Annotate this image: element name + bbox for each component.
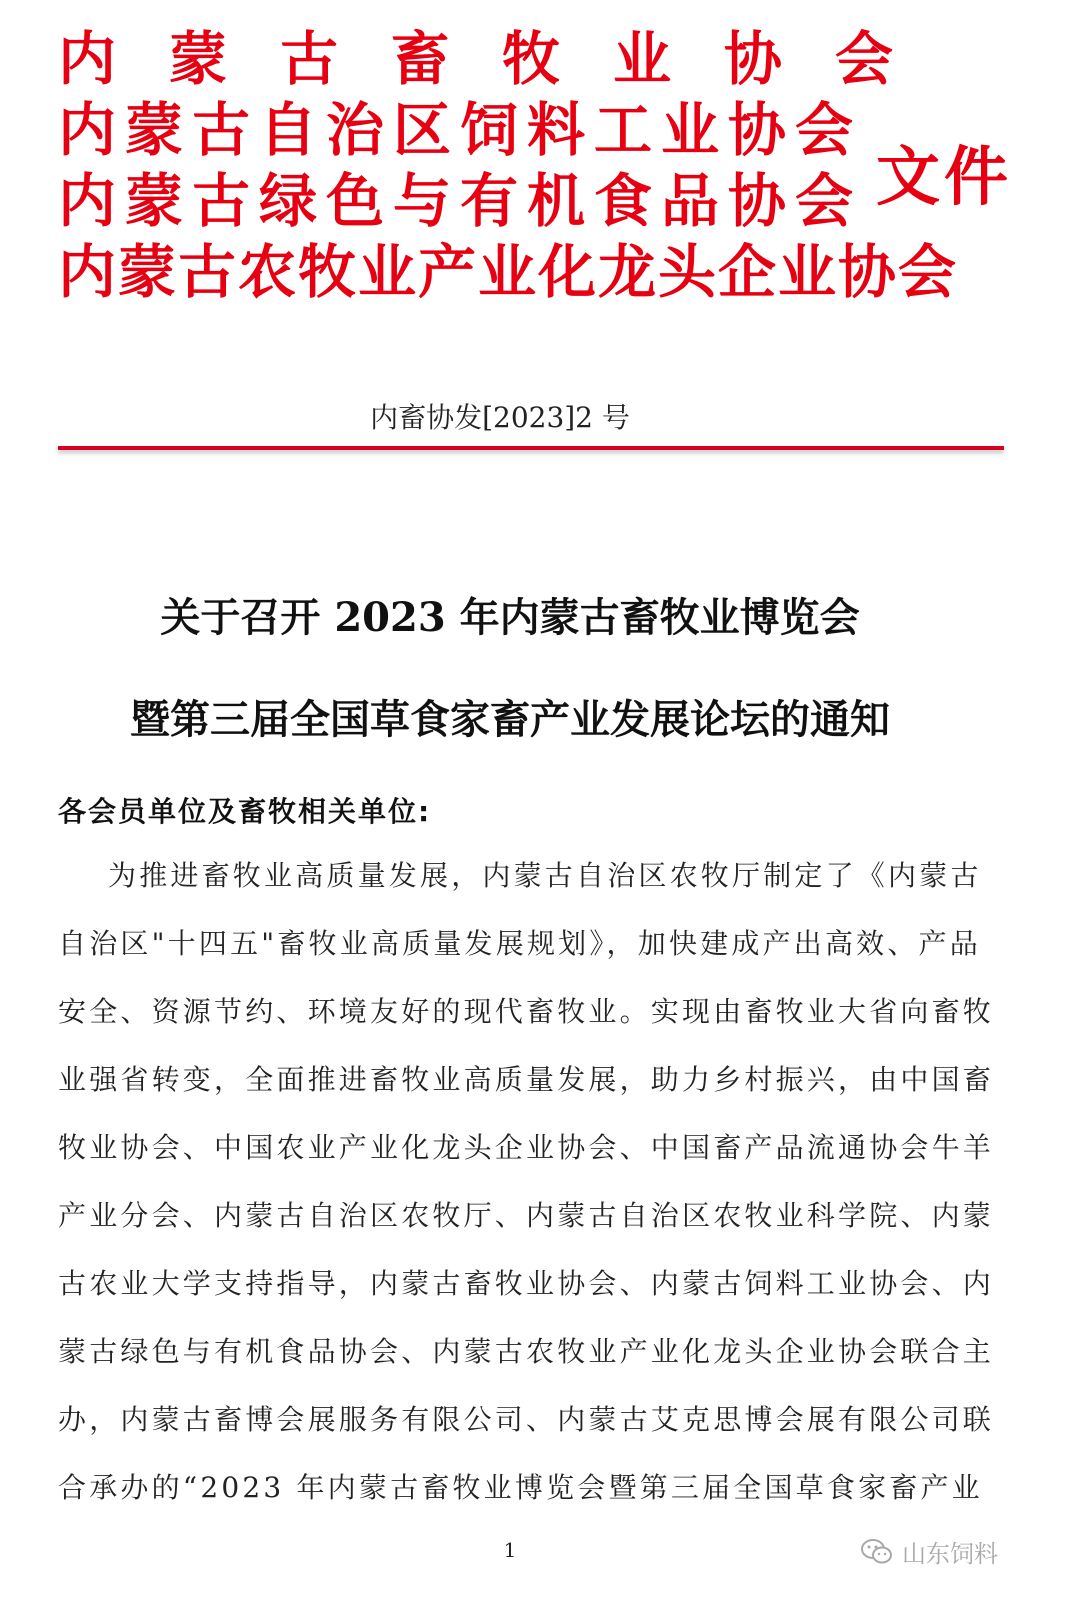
issuer-line-2: 内蒙古自治区饲料工业协会 <box>58 96 863 164</box>
body-paragraph <box>58 850 995 1530</box>
issuer-line-4: 内蒙古农牧业产业化龙头企业协会 <box>58 238 959 306</box>
body-line: 安全、资源节约、环境友好的现代畜牧业。实现由畜牧业大省向畜牧 <box>58 995 995 1028</box>
document-number: 内畜协发[2023]2 号 <box>370 401 630 434</box>
body-line: 牧业协会、中国农业产业化龙头企业协会、中国畜产品流通协会牛羊 <box>58 1131 995 1164</box>
body-line: 为推进畜牧业高质量发展，内蒙古自治区农牧厅制定了《内蒙古 <box>108 859 982 892</box>
wechat-icon <box>860 1538 894 1566</box>
page-number: 1 <box>503 1538 517 1562</box>
body-line: 业强省转变，全面推进畜牧业高质量发展，助力乡村振兴，由中国畜 <box>58 1063 995 1096</box>
body-line: 合承办的“2023 年内蒙古畜牧业博览会暨第三届全国草食家畜产业 <box>58 1471 983 1504</box>
title-line-1: 关于召开 2023 年内蒙古畜牧业博览会 <box>160 594 860 641</box>
issuer-line-3: 内蒙古绿色与有机食品协会 <box>58 167 863 235</box>
watermark <box>860 1534 998 1569</box>
body-line: 办，内蒙古畜博会展服务有限公司、内蒙古艾克思博会展有限公司联 <box>58 1403 995 1436</box>
salutation: 各会员单位及畜牧相关单位: <box>58 795 432 828</box>
document-type-label: 文件 <box>876 140 1012 215</box>
header-divider <box>58 446 1004 450</box>
body-line: 产业分会、内蒙古自治区农牧厅、内蒙古自治区农牧业科学院、内蒙 <box>58 1199 995 1232</box>
issuer-line-1: 内蒙古畜牧业协会 <box>58 25 947 93</box>
body-line: 蒙古绿色与有机食品协会、内蒙古农牧业产业化龙头企业协会联合主 <box>58 1335 995 1368</box>
title-line-2: 暨第三届全国草食家畜产业发展论坛的通知 <box>130 696 890 743</box>
body-line: 古农业大学支持指导，内蒙古畜牧业协会、内蒙古饲料工业协会、内 <box>58 1267 995 1300</box>
body-line: 自治区"十四五"畜牧业高质量发展规划》，加快建成产出高效、产品 <box>58 927 981 960</box>
watermark-text: 山东饲料 <box>902 1540 998 1568</box>
